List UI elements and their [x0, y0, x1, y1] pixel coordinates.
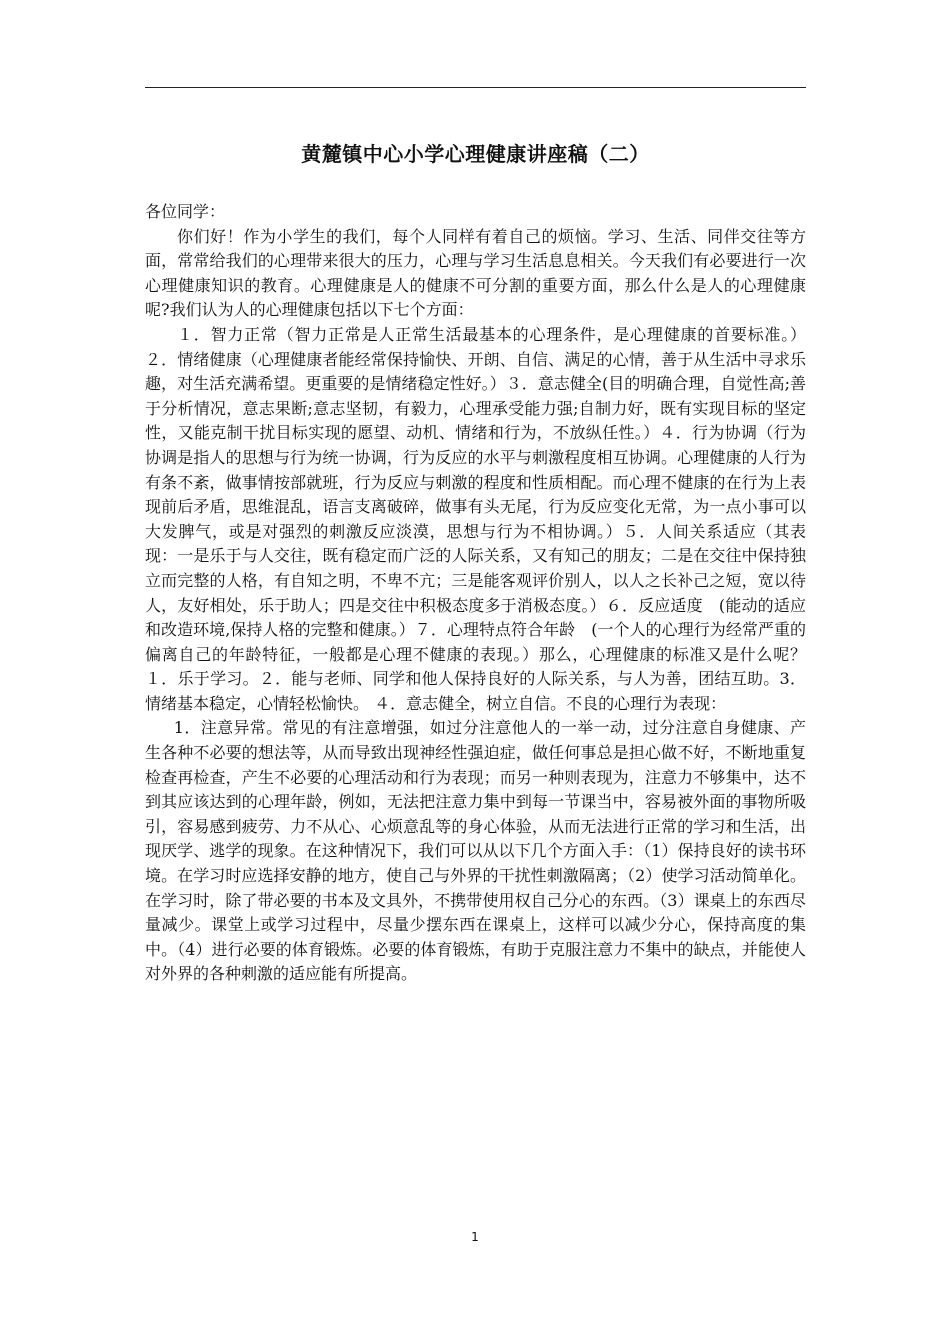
header-rule [145, 87, 806, 88]
attention-abnormality-paragraph: 1．注意异常。常见的有注意增强，如过分注意他人的一举一动，过分注意自身健康、产生各种不必要的想法等，从而导致出现神经性强迫症，做任何事总是担心做不好，不断地重复检查再检查，产生不必要的心理活动和行为表现；而另一种则表现为，注意力不够集中，达不到其应该达到的心理年龄，例如，无法把注意力集中到每一节课当中，容易被外面的事物所吸引，容易感到疲劳、力不从心、心烦意乱等的身心体验，从而无法进行正常的学习和生活，出现厌学、逃学的现象。在这种情况下，我们可以从以下几个方面入手：（1）保持良好的读书环境。在学习时应选择安静的地方，使自己与外界的干扰性刺激隔离；（2）使学习活动简单化。在学习时，除了带必要的书本及文具外，不携带使用权自己分心的东西。（3）课桌上的东西尽量减少。课堂上或学习过程中，尽量少摆东西在课桌上，这样可以减少分心，保持高度的集中。（4）进行必要的体育锻炼。必要的体育锻炼，有助于克服注意力不集中的缺点，并能使人对外界的各种刺激的适应能有所提高。 [145, 718, 806, 984]
page-number: 1 [471, 1230, 479, 1244]
document-title: 黄麓镇中心小学心理健康讲座稿（二） [301, 142, 650, 166]
health-standards-paragraph: １．智力正常（智力正常是人正常生活最基本的心理条件，是心理健康的首要标准。）２．情绪健康（心理健康者能经常保持愉快、开朗、自信、满足的心情，善于从生活中寻求乐趣，对生活充满希望。更重要的是情绪稳定性好。）３．意志健全(目的明确合理，自觉性高;善于分析情况，意志果断;意志坚韧，有毅力，心理承受能力强;自制力好，既有实现目标的坚定性，又能克制干扰目标实现的愿望、动机、情绪和行为，不放纵任性。）４．行为协调（行为协调是指人的思想与行为统一协调，行为反应的水平与刺激程度相互协调。心理健康的人行为有条不紊，做事情按部就班，行为反应与刺激的程度和性质相配。而心理不健康的在行为上表现前后矛盾，思维混乱，语言支离破碎，做事有头无尾，行为反应变化无常，为一点小事可以大发脾气，或是对强烈的刺激反应淡漠，思想与行为不相协调。）５．人间关系适应（其表现：一是乐于与人交往，既有稳定而广泛的人际关系，又有知己的朋友；二是在交往中保持独立而完整的人格，有自知之明，不卑不亢；三是能客观评价别人，以人之长补己之短，宽以待人，友好相处，乐于助人；四是交往中积极态度多于消极态度。）６．反应适度 (能动的适应和改造环境,保持人格的完整和健康。）７．心理特点符合年龄 (一个人的心理行为经常严重的偏离自己的年龄特征，一般都是心理不健康的表现。）那么，心理健康的标准又是什么呢？１．乐于学习。２．能与老师、同学和他人保持良好的人际关系，与人为善，团结互助。3．情绪基本稳定，心情轻松愉快。 ４．意志健全，树立自信。不良的心理行为表现： [145, 324, 806, 713]
salutation: 各位同学： [145, 202, 226, 221]
document-body [145, 200, 806, 987]
intro-paragraph: 你们好！作为小学生的我们，每个人同样有着自己的烦恼。学习、生活、同伴交往等方面，常常给我们的心理带来很大的压力，心理与学习生活息息相关。今天我们有必要进行一次心理健康知识的教育。心理健康是人的健康不可分割的重要方面，那么什么是人的心理健康呢?我们认为人的心理健康包括以下七个方面： [145, 226, 806, 320]
